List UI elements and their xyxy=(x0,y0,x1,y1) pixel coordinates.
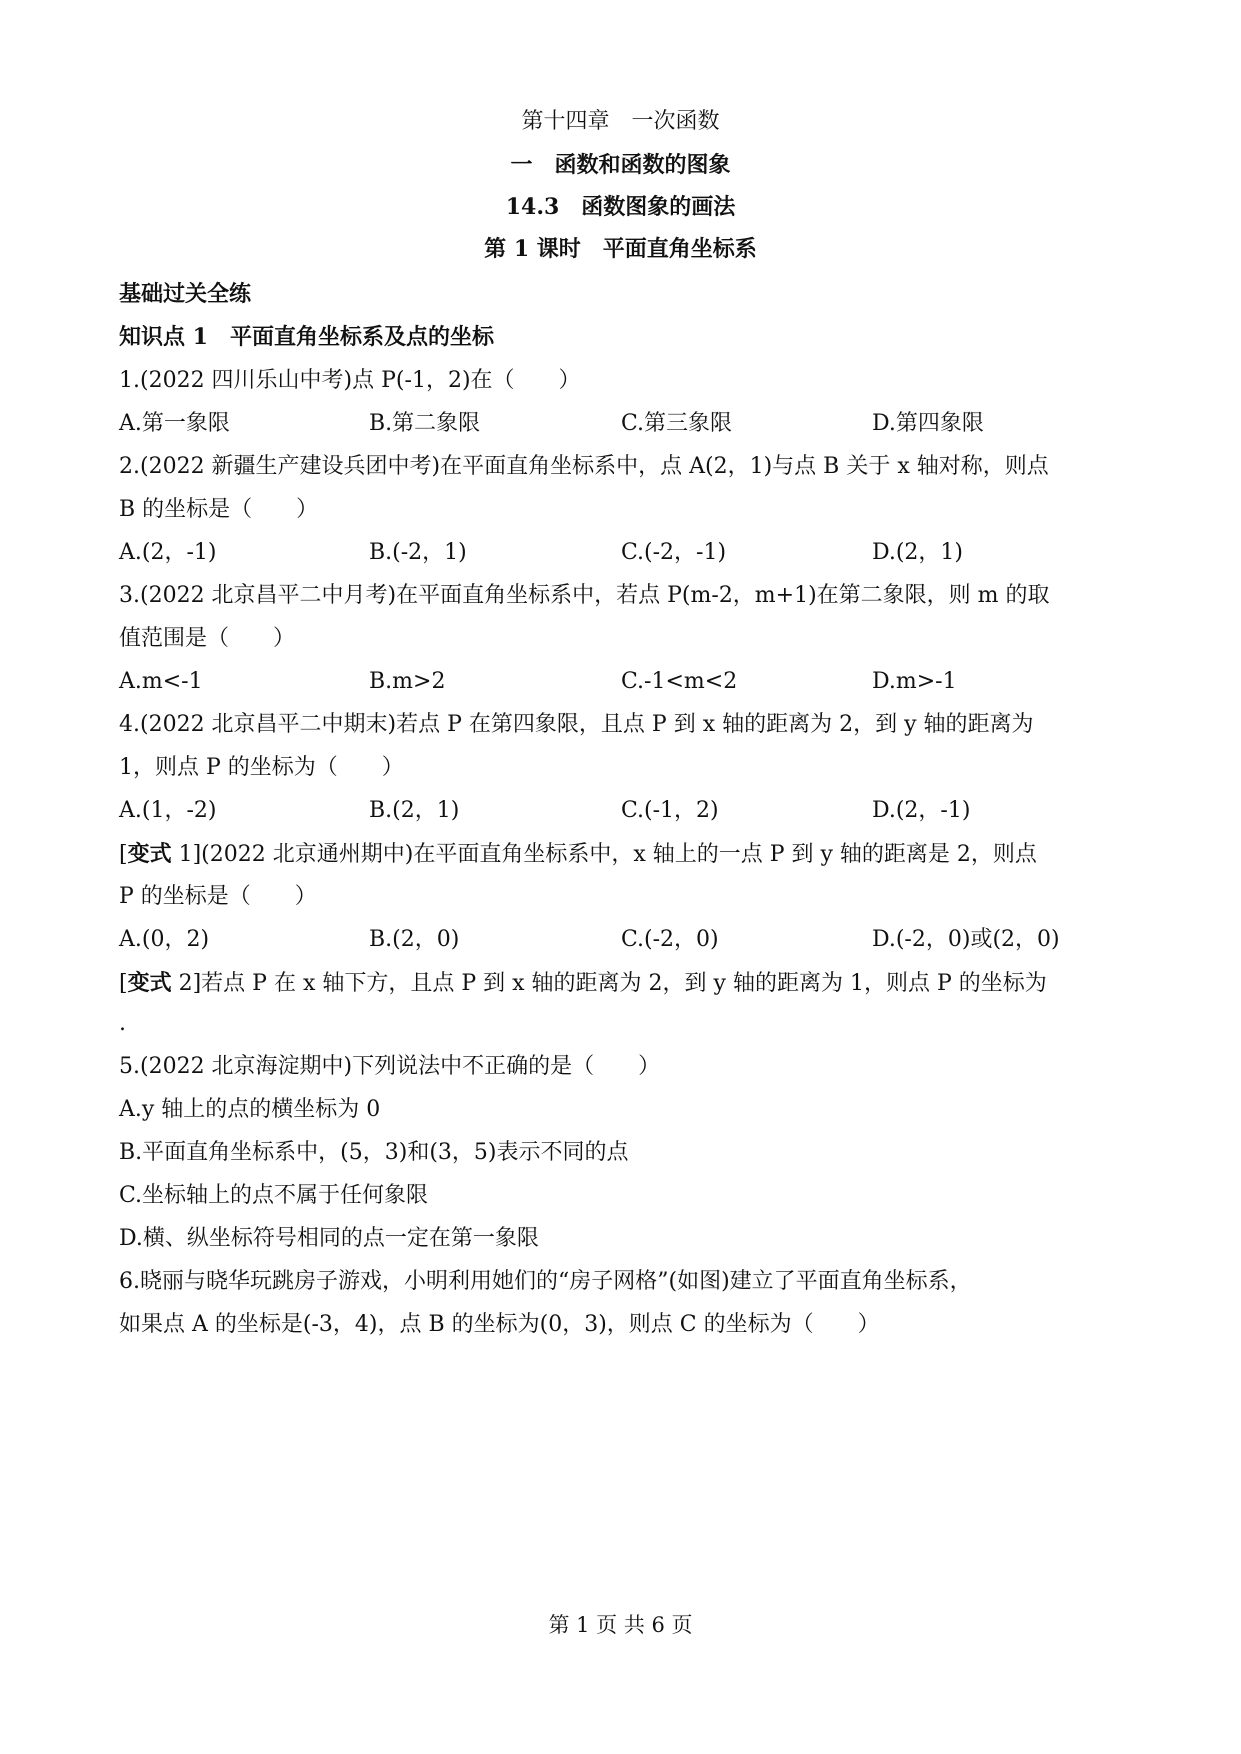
q4-option-d: D.(2，-1) xyxy=(872,798,971,823)
lesson-title: 第 1 课时 平面直角坐标系 xyxy=(484,236,757,262)
subsection-title xyxy=(0,192,1241,223)
q2-option-b: B.(-2，1) xyxy=(369,540,467,565)
q1-option-b: B.第二象限 xyxy=(369,411,481,436)
q3-stem-line2: 值范围是（ ） xyxy=(119,626,296,651)
q2-options xyxy=(119,538,1129,568)
q4-option-a: A.(1，-2) xyxy=(119,798,217,823)
q2-stem-line1: 2.(2022 新疆生产建设兵团中考)在平面直角坐标系中，点 A(2，1)与点 B 关于 x 轴对称，则点 xyxy=(119,454,1049,479)
variant2-stem-text: 2]若点 P 在 x 轴下方，且点 P 到 x 轴的距离为 2，到 y 轴的距离为 1，则点 P 的坐标为 xyxy=(171,971,1047,996)
variant1-tag: 变式 xyxy=(127,841,172,867)
q3-option-a: A.m<-1 xyxy=(119,669,203,694)
section-title: 一 函数和函数的图象 xyxy=(510,152,731,178)
q1-option-a: A.第一象限 xyxy=(119,411,230,436)
variant1-options xyxy=(119,925,1129,955)
subsection-title-text: 14.3 函数图象的画法 xyxy=(505,194,736,220)
q4-stem-line1: 4.(2022 北京昌平二中期末)若点 P 在第四象限，且点 P 到 x 轴的距离为 2，到 y 轴的距离为 xyxy=(119,712,1034,737)
q3-option-b: B.m>2 xyxy=(369,669,446,694)
knowledge-point-title: 知识点 1 平面直角坐标系及点的坐标 xyxy=(119,324,494,350)
q3-options xyxy=(119,667,1129,697)
variant1-stem-line1 xyxy=(119,839,1037,870)
q2-option-a: A.(2，-1) xyxy=(119,540,217,565)
q4-stem-line2: 1，则点 P 的坐标为（ ） xyxy=(119,755,404,780)
variant2-bracket: [ xyxy=(119,971,128,996)
q5-option-a: A.y 轴上的点的横坐标为 0 xyxy=(119,1097,381,1122)
variant1-option-a: A.(0，2) xyxy=(119,927,210,952)
q3-option-d: D.m>-1 xyxy=(872,669,957,694)
q1-options xyxy=(119,409,1129,439)
variant1-option-c: C.(-2，0) xyxy=(621,927,719,952)
variant2-tag: 变式 xyxy=(127,970,172,996)
q2-option-c: C.(-2，-1) xyxy=(621,540,727,565)
q6-stem-line2: 如果点 A 的坐标是(-3，4)，点 B 的坐标为(0，3)，则点 C 的坐标为（ ） xyxy=(119,1312,880,1337)
variant2-answer-blank: . xyxy=(119,1011,126,1036)
q5-option-b: B.平面直角坐标系中，(5，3)和(3，5)表示不同的点 xyxy=(119,1140,629,1165)
variant1-option-b: B.(2，0) xyxy=(369,927,460,952)
chapter-title: 第十四章 一次函数 xyxy=(521,109,720,134)
q1-option-d: D.第四象限 xyxy=(872,411,984,436)
variant1-option-d: D.(-2，0)或(2，0) xyxy=(872,927,1060,952)
variant1-stem-line2: P 的坐标是（ ） xyxy=(119,884,317,909)
q4-option-b: B.(2，1) xyxy=(369,798,460,823)
q4-options xyxy=(119,796,1129,826)
q3-stem-line1: 3.(2022 北京昌平二中月考)在平面直角坐标系中，若点 P(m-2，m+1)在第二象限，则 m 的取 xyxy=(119,583,1050,608)
q1-stem: 1.(2022 四川乐山中考)点 P(-1，2)在（ ） xyxy=(119,368,581,393)
q3-option-c: C.-1<m<2 xyxy=(621,669,738,694)
q5-stem: 5.(2022 北京海淀期中)下列说法中不正确的是（ ） xyxy=(119,1054,661,1079)
q2-stem-line2: B 的坐标是（ ） xyxy=(119,497,319,522)
variant1-stem-text: 1](2022 北京通州期中)在平面直角坐标系中，x 轴上的一点 P 到 y 轴的距离是 2，则点 xyxy=(171,842,1037,867)
q6-stem-line1: 6.晓丽与晓华玩跳房子游戏，小明利用她们的“房子网格”(如图)建立了平面直角坐标系， xyxy=(119,1269,972,1294)
q5-option-d: D.横、纵坐标符号相同的点一定在第一象限 xyxy=(119,1226,539,1251)
practice-title: 基础过关全练 xyxy=(119,281,252,307)
q2-option-d: D.(2，1) xyxy=(872,540,964,565)
q4-option-c: C.(-1，2) xyxy=(621,798,719,823)
variant2-stem-line1 xyxy=(119,968,1047,999)
variant1-bracket: [ xyxy=(119,842,128,867)
q5-option-c: C.坐标轴上的点不属于任何象限 xyxy=(119,1183,429,1208)
page-footer: 第 1 页 共 6 页 xyxy=(548,1613,693,1637)
q1-option-c: C.第三象限 xyxy=(621,411,733,436)
